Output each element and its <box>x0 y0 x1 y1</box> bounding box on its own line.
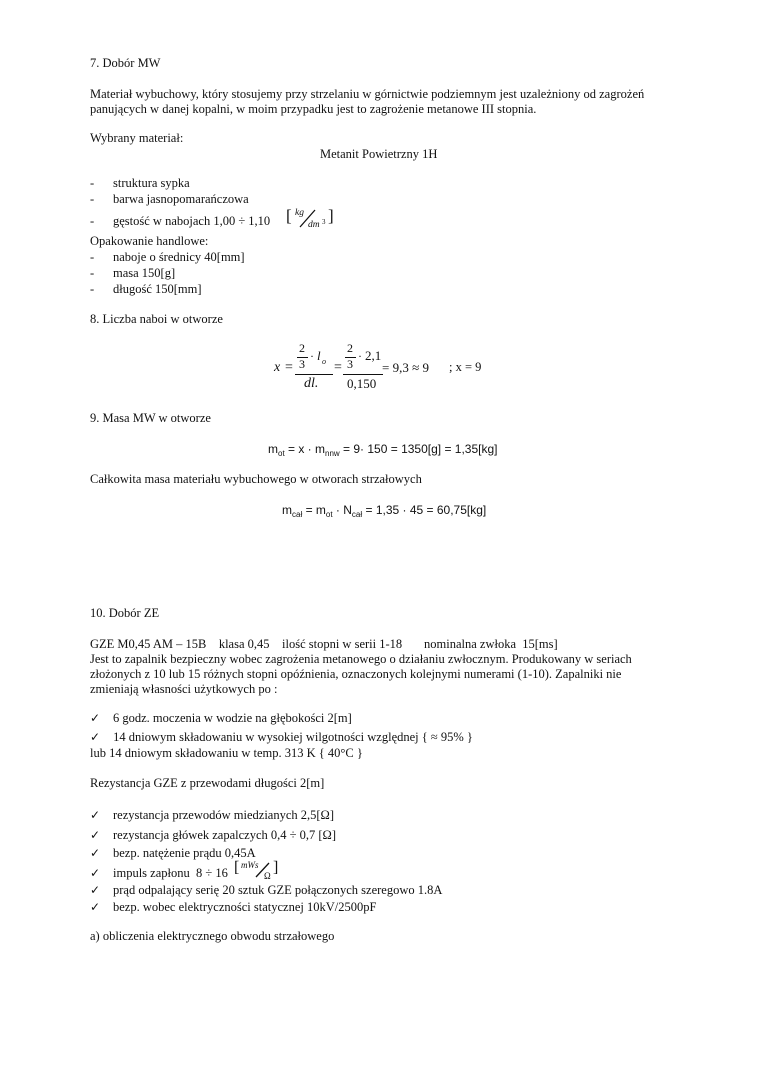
condition-extra: lub 14 dniowym składowaniu w temp. 313 K { 40°C } <box>90 746 363 760</box>
section-10-heading: 10. Dobór ZE <box>90 606 160 620</box>
mass-per-hole-formula: $m_{ot} = x \cdot m_{nnw} = 9\cdot 150 = 1350[g] = 1,35[kg]$ <box>268 442 498 458</box>
section-9-heading: 9. Masa MW w otworze <box>90 411 211 425</box>
unit-numerator: mWs <box>241 860 259 870</box>
cartridge-count-formula: x = 2 3 · l o dl. = 2 3 · 2,1 0,150 = 9,3 ≈ 9 ; x = 9 <box>274 341 482 391</box>
detonator-desc-line-3: zmieniają własności użytkowych po : <box>90 682 278 696</box>
param-item: prąd odpalający serię 20 sztuk GZE połączonych szeregowo 1.8A <box>113 883 443 897</box>
check-icon: ✓ <box>90 883 101 897</box>
check-icon: ✓ <box>90 828 101 842</box>
density-unit: [ kg dm 3 ] <box>286 206 338 230</box>
impulse-unit: [ mWs Ω ] <box>234 858 284 882</box>
dash-bullet: - <box>90 266 95 280</box>
param-item: rezystancja główek zapalczych 0,4 ÷ 0,7 [Ω] <box>113 828 336 842</box>
param-item: bezp. wobec elektryczności statycznej 10kV/2500pF <box>113 900 377 914</box>
chosen-material-label: Wybrany materiał: <box>90 131 184 145</box>
unit-denominator: Ω <box>264 871 271 881</box>
dash-bullet: - <box>90 192 95 206</box>
param-item: bezp. natężenie prądu 0,45A <box>113 846 256 860</box>
unit-denominator: dm <box>308 220 320 230</box>
section-7-heading: 7. Dobór MW <box>90 56 161 70</box>
property-item: struktura sypka <box>113 176 190 190</box>
section-7-paragraph-line-1: Materiał wybuchowy, który stosujemy przy strzelaniu w górnictwie podziemnym jest uzależniony od zagrożeń <box>90 87 645 101</box>
dash-bullet: - <box>90 282 95 296</box>
check-icon: ✓ <box>90 866 101 880</box>
total-mass-label: Całkowita masa materiału wybuchowego w otworach strzałowych <box>90 472 422 486</box>
unit-numerator: kg <box>295 208 304 218</box>
dash-bullet: - <box>90 214 95 228</box>
condition-item: 6 godz. moczenia w wodzie na głębokości 2[m] <box>113 711 352 725</box>
packaging-item: naboje o średnicy 40[mm] <box>113 250 245 264</box>
check-icon: ✓ <box>90 846 101 860</box>
final-line: a) obliczenia elektrycznego obwodu strzałowego <box>90 929 335 943</box>
condition-item: 14 dniowym składowaniu w wysokiej wilgotności względnej { ≈ 95% } <box>110 730 473 744</box>
param-item-impulse: impuls zapłonu 8 ÷ 16 <box>113 866 228 880</box>
section-7-paragraph-line-2: panujących w danej kopalni, w moim przypadku jest to zagrożenie metanowe III stopnia. <box>90 102 537 116</box>
total-mass-formula: $m_{cał} = m_{ot} \cdot N_{cał} = 1,35 \cdot 45 = 60,75[kg]$ <box>282 503 487 519</box>
packaging-item: masa 150[g] <box>113 266 176 280</box>
dash-bullet: - <box>90 176 95 190</box>
check-icon: ✓ <box>90 711 101 725</box>
check-icon: ✓ <box>90 730 101 744</box>
check-icon: ✓ <box>90 900 101 914</box>
dash-bullet: - <box>90 250 95 264</box>
param-item: rezystancja przewodów miedzianych 2,5[Ω] <box>113 808 335 822</box>
unit-exponent: 3 <box>322 218 326 226</box>
property-item: barwa jasnopomarańczowa <box>113 192 249 206</box>
packaging-item: długość 150[mm] <box>113 282 202 296</box>
check-icon: ✓ <box>90 808 101 822</box>
packaging-label: Opakowanie handlowe: <box>90 234 209 248</box>
resistance-label: Rezystancja GZE z przewodami długości 2[m] <box>90 776 325 790</box>
detonator-desc-line-2: złożonych z 10 lub 15 różnych stopni opóźnienia, oznaczonych kolejnymi numerami (1-10). Zapalniki nie <box>90 667 622 681</box>
property-item-density: gęstość w nabojach 1,00 ÷ 1,10 <box>113 214 271 228</box>
detonator-spec-line: GZE M0,45 AM – 15B klasa 0,45 ilość stopni w serii 1-18 nominalna zwłoka 15[ms] <box>90 637 558 651</box>
section-8-heading: 8. Liczba naboi w otworze <box>90 312 223 326</box>
chosen-material-name: Metanit Powietrzny 1H <box>320 147 438 161</box>
detonator-desc-line-1: Jest to zapalnik bezpieczny wobec zagrożenia metanowego o działaniu zwłocznym. Produkowany w seriach <box>90 652 632 666</box>
